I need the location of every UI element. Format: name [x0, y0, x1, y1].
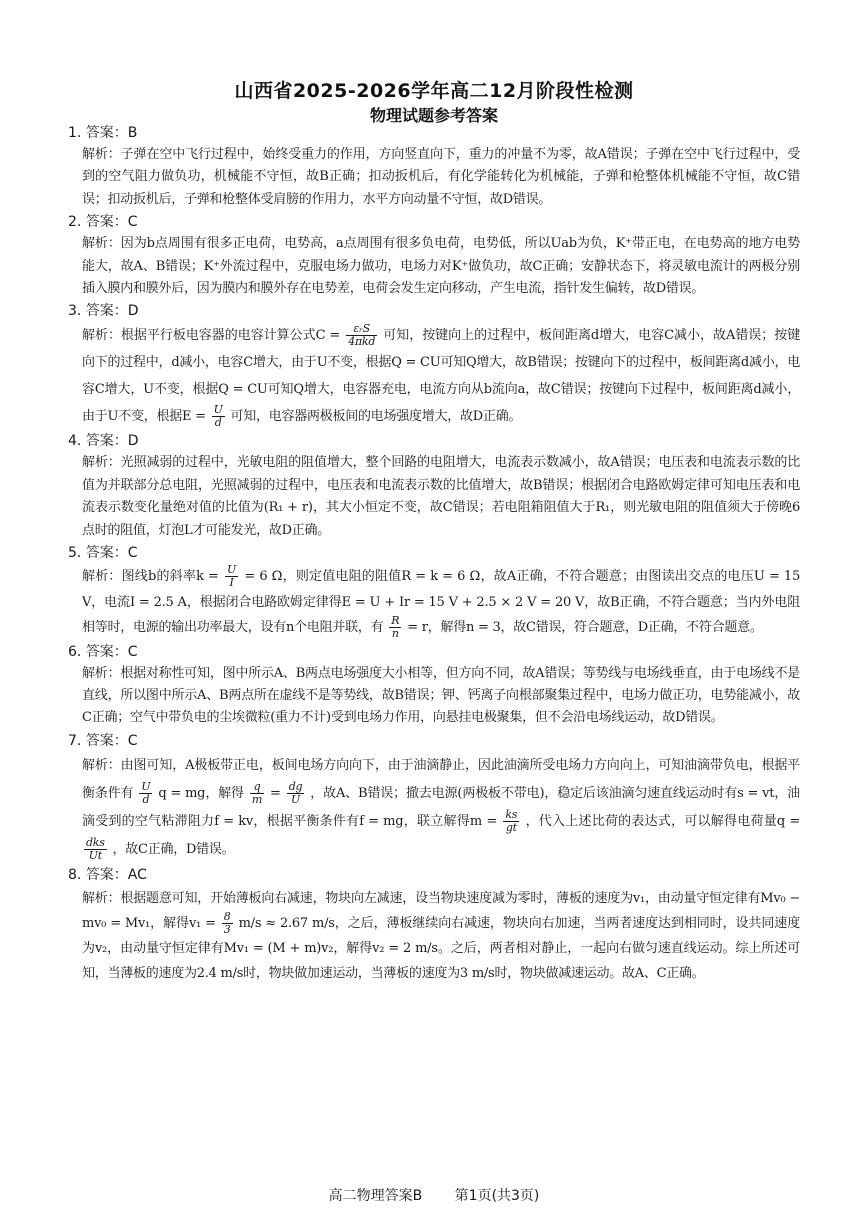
analysis-part: = 6 Ω，则定值电阻的阻值R = k = 6 Ω，故A正确，不符合题意；由图读出交点的电压U = 15 V，电流I = 2.5 A，根据闭合电路欧姆定律得E = U + Ir = 15 V + 2.5 × 2 V = 20 V，故B正确，不符合题意；当内外电阻相等时，电源的输出功率最大，设有n个电阻并联，有	[82, 569, 800, 636]
analysis-part: 解析：根据题意可知，开始薄板向右减速，物块向左减速，设当物块速度减为零时，薄板的速度为v₁，由动量守恒定律有Mv₀ − mv₀ = Mv₁，解得v₁ =	[82, 890, 800, 931]
page-title: 山西省2025-2026学年高二12月阶段性检测	[234, 80, 634, 102]
parallel-fraction	[389, 615, 401, 640]
fraction-denominator: Ut	[88, 848, 102, 862]
question-5	[68, 542, 800, 641]
fraction-denominator: U	[290, 792, 300, 806]
analysis-part: 解析：图线b的斜率k =	[82, 569, 219, 585]
fraction-denominator: m	[251, 792, 263, 806]
analysis-text: 解析：子弹在空中飞行过程中，始终受重力的作用，方向竖直向下，重力的冲量不为零，故A错误；子弹在空中飞行过程中，受到的空气阻力做负功，机械能不守恒，故B正确；扣动扳机后，有化学能转化为机械能，子弹和枪整体机械能不守恒，故C错误；扣动扳机后，子弹和枪整体受肩膀的作用力，水平方向动量不守恒，故D错误。	[82, 147, 800, 207]
analysis-text	[82, 752, 800, 864]
fraction-denominator: I	[229, 576, 234, 590]
fraction-numerator: q	[250, 781, 264, 794]
footer-page-number: 第1页(共3页)	[454, 1188, 540, 1204]
analysis-text	[82, 564, 800, 641]
answer-label: 6. 答案：C	[68, 643, 138, 660]
ksgt-fraction	[503, 809, 519, 834]
analysis-part: q = mg，解得	[158, 785, 244, 801]
analysis-part: 解析：由图可知，A极板带正电，板间电场方向向下，由于油滴静止，因此油滴所受电场力方向向上，可知油滴带负电，根据平衡条件有	[82, 757, 800, 801]
answer-label: 4. 答案：D	[68, 433, 139, 450]
analysis-part: ，故C正确，D错误。	[112, 841, 235, 857]
question-7	[68, 730, 800, 864]
question-3	[68, 300, 800, 430]
answer-label: 1. 答案：B	[68, 125, 138, 141]
analysis-part: m/s ≈ 2.67 m/s，之后，薄板继续向右减速，物块向右加速，当两者速度达到相同时，设共同速度为v₂，由动量守恒定律有Mv₁ = (M + m)v₂，解得v₂ = 2 m/s。之后，两者相对静止，一起向右做匀速直线运动。综上所述可知，当薄板的速度为2.4 m/s时，物块做加速运动，当薄板的速度为3 m/s时，物块做减速运动。故A、C正确。	[82, 915, 800, 981]
fraction-numerator: ks	[505, 807, 518, 821]
slope-fraction	[225, 564, 238, 589]
footer-subject: 高二物理答案B	[328, 1188, 423, 1204]
question-1	[68, 122, 800, 211]
answer-label: 3. 答案：D	[68, 303, 139, 320]
analysis-text: 解析：根据对称性可知，图中所示A、B两点电场强度大小相等，但方向不同，故A错误；等势线与电场线垂直，由于电场线不是直线，所以图中所示A、B两点所在虚线不是等势线，故B错误；钾、钙离子向根部聚集过程中，电场力做正功，电势能减小，故C正确；空气中带负电的尘埃微粒(重力不计)受到电场力作用，向悬挂电极聚集，但不会沿电场线运动，故D错误。	[82, 665, 800, 726]
fraction-numerator: R	[391, 614, 400, 628]
analysis-text	[82, 322, 800, 430]
page-footer	[0, 1185, 868, 1205]
fraction-denominator: 4πkd	[348, 335, 376, 349]
analysis-part: =	[270, 785, 281, 801]
analysis-part: = r，解得n = 3，故C错误，符合题意，D正确，不符合题意。	[407, 620, 763, 636]
fraction-denominator: d	[214, 416, 222, 430]
fraction-denominator: 3	[223, 922, 231, 936]
fraction-numerator: U	[213, 403, 223, 417]
fraction-numerator: U	[141, 779, 151, 793]
answer-label: 2. 答案：C	[68, 214, 138, 231]
charge-fraction	[84, 837, 107, 862]
fraction-numerator: U	[227, 563, 237, 577]
analysis-part: ，故A、B错误；撤去电源(两极板不带电)，稳定后该油滴匀速直线运动时有s = vt，油滴受到的空气粘滞阻力f = kv，根据平衡条件有f = mg，联立解得m =	[82, 785, 800, 829]
analysis-part: 可知，电容器两极板间的电场强度增大，故D正确。	[230, 409, 522, 425]
qm-fraction	[250, 781, 264, 806]
fraction-numerator: dks	[86, 835, 105, 849]
analysis-part: 可知，按键向上的过程中，板间距离d增大，电容C减小，故A错误；按键向下的过程中，d减小，电容C增大，由于U不变，根据Q = CU可知Q增大，故B错误；按键向下的过程中，板间距离d减小，电容C增大，U不变，根据Q = CU可知Q增大，电容器充电，电流方向从b流向a，故C错误；按键向下过程中，板间距离d减小，由于U不变，根据E =	[82, 328, 800, 425]
answer-label: 8. 答案：AC	[68, 866, 147, 883]
field-fraction	[212, 404, 225, 429]
page-subtitle: 物理试题参考答案	[369, 106, 498, 125]
fraction-numerator: dg	[288, 779, 303, 793]
answer-list	[68, 122, 800, 986]
question-8	[68, 864, 800, 986]
capacitance-fraction	[346, 323, 377, 348]
dgu-fraction	[287, 781, 305, 806]
question-6	[68, 641, 800, 730]
ud-fraction	[139, 781, 152, 806]
analysis-part: 解析：根据平行板电容器的电容计算公式C =	[82, 328, 341, 344]
fraction-numerator: εᵣS	[346, 323, 377, 336]
question-2	[68, 211, 800, 300]
question-4	[68, 430, 800, 542]
answer-label: 5. 答案：C	[68, 545, 138, 562]
answer-label: 7. 答案：C	[68, 732, 138, 749]
fraction-numerator: 8	[223, 909, 231, 923]
fraction-denominator: n	[391, 627, 399, 641]
analysis-text	[82, 886, 800, 986]
fraction-denominator: d	[142, 792, 150, 806]
fraction-denominator: gt	[505, 820, 517, 834]
analysis-text: 解析：光照减弱的过程中，光敏电阻的阻值增大，整个回路的电阻增大，电流表示数减小，故A错误；电压表和电流表示数的比值为并联部分总电阻，光照减弱的过程中，电压表和电流表示数的比值增大，故B错误；根据闭合电路欧姆定律可知电压表和电流表示数变化量绝对值的比值为(R₁ + r)，其大小恒定不变，故C错误；若电阻箱阻值大于R₁，则光敏电阻的阻值须大于傍晚6点时的阻值，灯泡L才可能发光，故D正确。	[82, 455, 800, 538]
velocity-fraction	[222, 911, 233, 936]
analysis-part: ，代入上述比荷的表达式，可以解得电荷量q =	[525, 813, 800, 829]
analysis-text: 解析：因为b点周围有很多正电荷，电势高，a点周围有很多负电荷，电势低，所以Uab为负，K⁺带正电，在电势高的地方电势能大，故A、B错误；K⁺外流过程中，克服电场力做功，电场力对K⁺做负功，故C正确；安静状态下，将灵敏电流计的两极分别插入膜内和膜外后，因为膜内和膜外存在电势差，电荷会发生定向移动，产生电流，指针发生偏转，故D错误。	[82, 236, 800, 297]
